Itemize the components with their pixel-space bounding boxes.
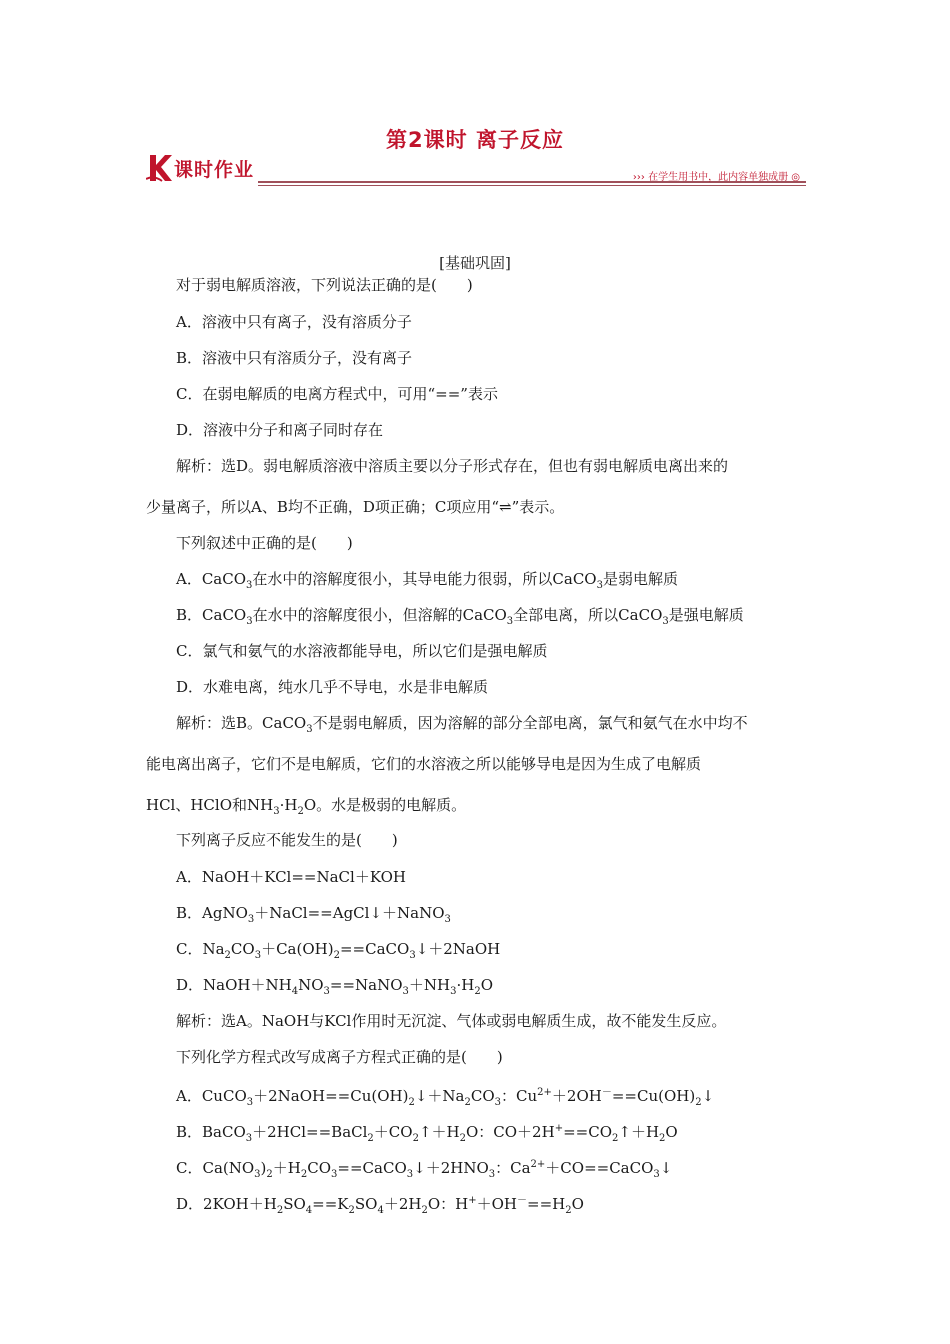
- question-3-option-a: A．NaOH＋KCl==NaCl＋KOH: [176, 868, 407, 886]
- question-2-analysis-cont-2: HCl、HClO和$NH_3\cdot H_2O$。水是极弱的电解质。: [146, 796, 467, 817]
- question-1-option-a: A．溶液中只有离子，没有溶质分子: [176, 313, 412, 331]
- question-2-analysis-cont: 能电离出离子，它们不是电解质，它们的水溶液之所以能够导电是因为生成了电解质: [146, 755, 702, 773]
- homework-banner: [146, 150, 806, 190]
- question-1-stem: 对于弱电解质溶液，下列说法正确的是( ): [176, 276, 473, 294]
- question-1-analysis-cont: 少量离子，所以A、B均不正确，D项正确；C项应用“⇌”表示。: [146, 498, 565, 516]
- question-1-analysis: 解析：选D。弱电解质溶液中溶质主要以分子形式存在，但也有弱电解质电离出来的: [176, 457, 729, 475]
- question-1-option-c: C．在弱电解质的电离方程式中，可用“==”表示: [176, 385, 498, 403]
- question-3-option-c: C．$Na_2CO_3+Ca(OH)_2==CaCO_3↓+2NaOH$: [176, 940, 501, 961]
- page-title: 第2课时 离子反应: [386, 128, 564, 152]
- question-3-stem: 下列离子反应不能发生的是( ): [176, 831, 398, 849]
- banner-note: ››› 在学生用书中，此内容单独成册 ◎: [632, 172, 800, 183]
- question-4-stem: 下列化学方程式改写成离子方程式正确的是( ): [176, 1048, 503, 1066]
- question-3-analysis: 解析：选A。NaOH与KCl作用时无沉淀、气体或弱电解质生成，故不能发生反应。: [176, 1012, 727, 1030]
- question-2-option-b: B．CaCO$_3$在水中的溶解度很小，但溶解的CaCO$_3$全部电离，所以CaCO$_3$是强电解质: [176, 606, 744, 627]
- question-2-option-c: C．氯气和氨气的水溶液都能导电，所以它们是强电解质: [176, 642, 548, 660]
- banner-rule-thin: [258, 185, 806, 186]
- section-heading: [基础巩固]: [439, 254, 511, 272]
- question-4-option-d: D．$2KOH+H_2SO_4==K_2SO_4+2H_2O$：$H^++OH^-==H_2O$: [176, 1195, 584, 1216]
- question-1-option-b: B．溶液中只有溶质分子，没有离子: [176, 349, 413, 367]
- k-logo-icon: [146, 153, 174, 183]
- question-2-option-d: D．水难电离，纯水几乎不导电，水是非电解质: [176, 678, 489, 696]
- banner-label: 课时作业: [174, 159, 255, 181]
- question-4-option-a: A．$CuCO_3+2NaOH==Cu(OH)_2↓+Na_2CO_3$：$Cu^{2+}+2OH^-==Cu(OH)_2↓$: [176, 1087, 715, 1108]
- question-3-option-b: B．AgNO$_3$＋NaCl==AgCl↓＋NaNO$_3$: [176, 904, 451, 925]
- question-2-option-a: A．CaCO$_3$在水中的溶解度很小，其导电能力很弱，所以CaCO$_3$是弱电解质: [176, 570, 678, 591]
- question-3-option-d: D．$NaOH+NH_4NO_3==NaNO_3+NH_3\cdot H_2O$: [176, 976, 494, 997]
- question-2-stem: 下列叙述中正确的是( ): [176, 534, 353, 552]
- question-1-option-d: D．溶液中分子和离子同时存在: [176, 421, 384, 439]
- question-4-option-b: B．$BaCO_3+2HCl==BaCl_2+CO_2↑+H_2O$：$CO+2H^+==CO_2↑+H_2O$: [176, 1123, 678, 1144]
- question-4-option-c: C．$Ca(NO_3)_2+H_2CO_3==CaCO_3↓+2HNO_3$：$Ca^{2+}+CO==CaCO_3↓$: [176, 1159, 673, 1180]
- question-2-analysis: 解析：选B。CaCO$_3$不是弱电解质，因为溶解的部分全部电离，氯气和氨气在水中均不: [176, 714, 748, 735]
